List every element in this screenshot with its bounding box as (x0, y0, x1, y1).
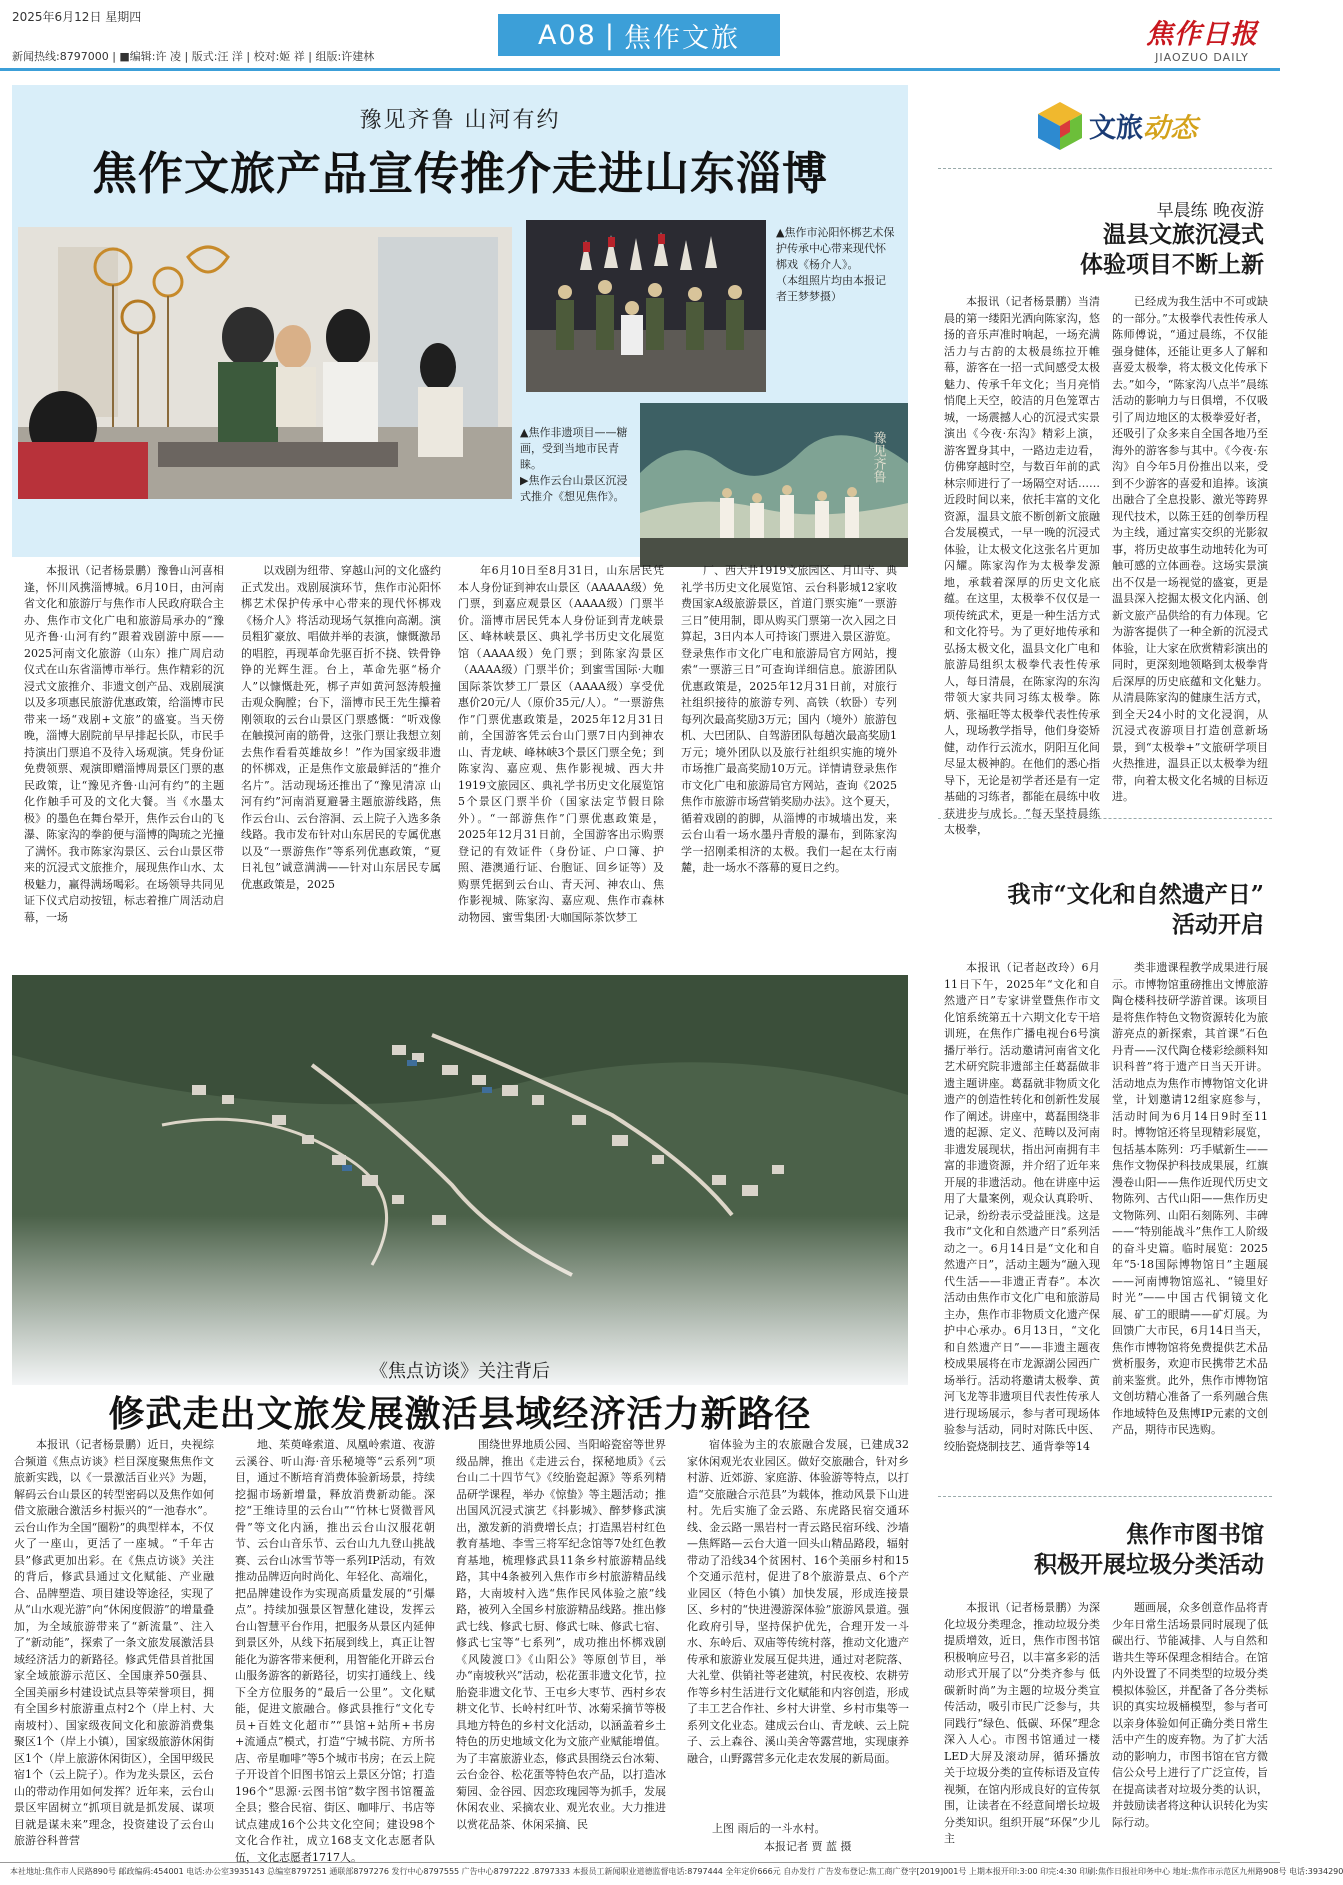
rail-top-rule (938, 168, 1272, 169)
stage-caption: ▶焦作云台山景区沉浸式推介《想见焦作》。 (520, 474, 628, 503)
stage-show-illustration (640, 403, 908, 567)
story2-kicker: 《焦点访谈》关注背后 (370, 1361, 550, 1382)
rail-story2-headline-line1: 我市“文化和自然遗产日” (1007, 881, 1264, 908)
sugar-painting-illustration (18, 227, 512, 499)
feature-headline: 焦作文旅产品宣传推介走进山东淄博 (91, 147, 828, 200)
feature-col-3-text: 年6月10日至8月31日，山东居民凭本人身份证到神农山景区（AAAAA级）免门票，到嘉应观景区（AAAA级）门票半价。淄博市居民凭本人身份证到青龙峡景区、峰林峡景区、典礼学书历史文化展览馆（AAAA级）免门票；到陈家沟景区（AAAA级）门票半价；到蜜雪国际·大咖国际茶饮梦工厂景区（AAAA级）享受优惠价20元/人（原价35元/人）。“一票游焦作”门票优惠政策是，2025年12月31日前，全国游客凭云台山门票7日内到神农山、青龙峡、峰林峡3个景区门票全免；到陈家沟、嘉应观、焦作影视城、西大井1919文旅园区、典礼学书历史文化展览馆5个景区门票半价（国家法定节假日除外）。“一部游焦作”门票优惠政策是，2025年12月31日前，全国游客出示购票登记的有效证件（身份证、户口簿、护照、港澳通行证、台胞证、回乡证等）及购票凭据到云台山、青天河、神农山、焦作影视城、陈家沟、嘉应观、焦作市森林动物园、蜜雪集团·大咖国际茶饮梦工 (458, 564, 664, 924)
edition-name: 焦作文旅 (623, 22, 740, 54)
rail-story3-headline-line1: 焦作市图书馆 (1126, 1521, 1264, 1548)
aerial-photo-caption: 上图 雨后的一斗水村。 (712, 1822, 826, 1835)
feature-kicker: 豫见齐鲁 山河有约 (359, 108, 561, 133)
feature-col-1 (24, 563, 224, 924)
rail-story2-headline-line2: 活动开启 (1172, 911, 1264, 938)
photo-credit: （本组照片均由本报记者王梦梦摄） (776, 274, 886, 303)
editorial-credits: 新闻热线:8797000 | ■编辑:许 凌 | 版式:汪 洋 | 校对:姬 祥 | 组版:许建林 (12, 50, 375, 63)
story2-col-1-text: 本报讯（记者杨景鹏）近日，央视综合频道《焦点访谈》栏目深度聚焦焦作文旅新实践，以《一景激活百业兴》为题，解码云台山景区的转型密码以及焦作如何借文旅融合激活乡村振兴的“一池春水”。云台山作为全国“圈粉”的典型样本，不仅火了一座山，更活了一座城。“千年古县”修武更加出彩。在《焦点访谈》关注的背后，修武县通过文化赋能、产业融合、品牌塑造、项目建设等途径，实现了从“山水观光游”向“休闲度假游”的增量叠加，为全域旅游带来了“新流量”、注入了“新动能”，探索了一条文旅发展激活县域经济活力的新路径。修武凭借县首批国家全域旅游示范区、全国康养50强县、全国美丽乡村建设试点县等荣誉项目，拥有全国乡村旅游重点村2个（岸上村、大南坡村）、国家级夜间文化和旅游消费集聚区1个（岸上小镇），国家级旅游休闲街区1个（岸上旅游休闲街区），全国甲级民宿1个（云上院子）。作为龙头景区，云台山的带动作用如何发挥？近年来，云台山景区牢固树立“抓项目就是抓发展、谋项目就是谋未来”理念，投资建设了云台山旅游谷科普营 (14, 1438, 214, 1847)
story2-headline: 修武走出文旅发展激活县域经济活力新路径 (108, 1393, 812, 1435)
opera-illustration (526, 220, 766, 392)
sugar-caption: ▲焦作非遗项目——糖画，受到当地市民青睐。 (520, 426, 628, 471)
sugar-painting-photo (18, 227, 512, 499)
masthead-rule (0, 68, 1280, 71)
feature-col-2-text: 以戏剧为纽带、穿越山河的文化盛约正式发出。戏剧展演环节，焦作市沁阳怀梆艺术保护传承中心带来的现代怀梆戏《杨介人》将活动现场气氛推向高潮。演员粗犷豪放、唱做并举的表演，慷慨激昂的唱腔，再现革命先驱百折不挠、铁骨铮铮的光辉生涯。台上，革命先驱“杨介人”以慷慨赴死，梆子声如黄河怒涛般撞击观众胸膛；台下，淄博市民王先生攥着刚领取的云台山景区门票感慨：“听戏像在触摸河南的筋骨，这张门票让我想立刻去焦作看看英雄故乡！”作为国家级非遗的怀梆戏，正是焦作文旅最鲜活的“推介名片”。活动现场还推出了“豫见清凉 山河有约”河南消夏避暑主题旅游线路，焦作云台山、云台溶洞、云上院子入选多条线路。我市发布针对山东居民的专属优惠以及“一票游焦作”等系列优惠政策，“夏日礼包”诚意满满——针对山东居民专属优惠政策是，2025 (241, 564, 441, 891)
feature-col-4 (681, 563, 897, 874)
sugar-caption-box (520, 425, 632, 505)
rail-divider-2 (938, 1496, 1272, 1497)
rail-section-header (1034, 96, 1272, 162)
feature-col-2 (241, 563, 441, 891)
rail-story1-col-1-text: 本报讯（记者杨景鹏）当清晨的第一缕阳光洒向陈家沟，悠扬的音乐声准时响起，一场充满活力与古韵的太极晨练拉开帷幕，游客在一招一式间感受太极魅力、传承千年文化；当月亮悄悄爬上天空，皎洁的月色笼罩古城，一场震撼人心的沉浸式实景演出《今夜·东沟》精彩上演，游客置身其中，一路边走边看，仿佛穿越时空，与数百年前的武林宗师进行了一场隔空对话……近段时间以来，依托丰富的文化资源，温县文旅不断创新文旅融合发展模式，一早一晚的沉浸式体验，让太极文化这张名片更加闪耀。陈家沟作为太极拳发源地，承载着深厚的历史文化底蕴。在这里，太极拳不仅仅是一项传统武术，更是一种生活方式和文化符号。为了更好地传承和弘扬太极文化，温县文化广电和旅游局组织太极拳代表性传承人，每日清晨，在陈家沟的东沟带领大家共同习练太极拳。陈炳、张福旺等太极拳代表性传承人，现场教学指导，他们身姿矫健，动作行云流水，阴阳互化间尽显太极神韵。在他们的悉心指导下，无论是初学者还是有一定基础的习练者，都能在晨练中收获进步与成长。“每天坚持晨练太极拳， (944, 295, 1100, 836)
issue-date: 2025年6月12日 星期四 (12, 10, 142, 24)
rail-story1-col-2-text: 已经成为我生活中不可或缺的一部分。”太极拳代表性传承人陈师傅说，“通过晨练，不仅能强身健体，还能让更多人了解和喜爱太极拳，将太极文化传承下去。”如今，“陈家沟八点半”晨练活动的影响力与日俱增，不仅吸引了周边地区的太极拳爱好者，还吸引了众多来自全国各地乃至海外的游客参与其中。《今夜·东沟》自今年5月份推出以来，受到不少游客的喜爱和追捧。该演出融合了全息投影、激光等跨界现代技术，以陈王廷的创拳历程为主线，通过富实交织的光影叙事，将历史故事生动地转化为可触可感的立体画卷。这场实景演出不仅是一场视觉的盛宴，更是温县深入挖掘太极文化内涵、创新文旅产品供给的有力体现。它为游客提供了一种全新的沉浸式体验，让大家在欣赏精彩演出的同时，更深刻地领略到太极拳背后深厚的历史底蕴和文化魅力。从清晨陈家沟的健康生活方式，到全天24小时的文化浸润，从沉浸式夜游项目打造创意新场景，到“太极拳+”文旅研学项目火热推进，温县正以太极拳为纽带，向着太极文化名城的目标迈进。 (1112, 295, 1268, 803)
rail-title-main: 文旅 (1089, 113, 1143, 144)
rail-story3-col-1 (944, 1600, 1100, 1850)
rail-story1-headline-line1: 温县文旅沉浸式 (1103, 221, 1264, 248)
rail-story1-headline-line2: 体验项目不断上新 (1080, 251, 1264, 278)
edition-divider: | (604, 19, 616, 51)
story2-col-3 (456, 1437, 666, 1837)
story2-col-4-text: 宿体验为主的农旅融合发展，已建成32家休闲观光农业园区。做好交旅融合，针对乡村游、近郊游、家庭游、体验游等特点，以打造“交旅融合示范县”为载体，推动风景下山进村。先后实施了金云路、东虎路民宿交通环线、金云路一黑岩村一青云路民宿环线、沙墙—焦辉路—云台大道一回头山精品路段，辐射带动了沿线34个贫困村、16个美丽乡村和15个交通示范村，促进了8个旅游景点、6个产业园区（特色小镇）加快发展，形成连接景区、乡村的“快进漫游深体验”旅游风景道。强化政府引导，坚持保护优先，合理开发一斗水、东岭后、双庙等传统村落，推动文化遗产传承和旅游业发展互促共进，通过对老院落、大礼堂、供销社等老建筑，村民夜校、农耕劳作等乡村生活进行文化赋能和内容创造，形成了丰工艺合作社、乡村大讲堂、乡村市集等一系列文化业态。建成云台山、青龙峡、云上院子、云上森谷、溪山美舍等露营地，实现康养融合，山野露营多元化走农发展的新局面。 (687, 1438, 909, 1765)
aerial-photo-credit: 本报记者 贾 蓝 摄 (764, 1840, 852, 1853)
rail-story1-col-1 (944, 294, 1100, 836)
aerial-village-illustration (12, 975, 908, 1385)
rail-story1-kicker: 早晨练 晚夜游 (1156, 201, 1264, 221)
rail-section-title (1089, 106, 1197, 145)
rail-story3-col-1-text: 本报讯（记者杨景鹏）为深化垃圾分类理念，推动垃圾分类提质增效，近日，焦作市图书馆积极响应号召，以丰富多彩的活动形式开展了以“分类齐参与 低碳新时尚”为主题的垃圾分类宣传活动，吸引市民广泛参与，共同践行“绿色、低碳、环保”理念深入人心。市图书馆通过一楼LED大屏及滚动屏，循环播放关于垃圾分类的宣传标语及宣传视频，在馆内形成良好的宣传氛围，让读者在不经意间增长垃圾分类知识。组织开展“环保”少儿主 (944, 1601, 1100, 1845)
edition-number: A08 (538, 19, 597, 51)
page-footer: 本社地址:焦作市人民路890号 邮政编码:454001 电话:办公室3935143 总编室8797251 通联部8797276 发行中心8797555 广告中心8797222 .8797333 本报员工新闻职业道德监督电话:8797444 全年定价666元 自办发行 广告发布登记:焦工商广登字[2019]001号 上期本报开印:3:00 印完:4:30 印刷:焦作日报社印务中心 地址:焦作市示范区九州路908号 电话:3934290 (0, 1862, 1280, 1882)
story2-col-4 (687, 1437, 909, 1817)
logo-title: 焦作日报 (1146, 19, 1258, 50)
stage-show-photo (640, 403, 908, 567)
rail-story2-col-1 (944, 960, 1100, 1480)
newspaper-logo (1132, 12, 1272, 68)
feature-col-1-text: 本报讯（记者杨景鹏）豫鲁山河喜相逢，怀川风携淄博城。6月10日，由河南省文化和旅游厅与焦作市人民政府联合主办、焦作市文化广电和旅游局承办的“豫见齐鲁·山河有约”跟着戏剧游中原——2025河南文化旅游（山东）推广周启动仪式在山东省淄博市举行。焦作精彩的沉浸式文旅推介、非遗文创产品、戏剧展演以及多项惠民旅游优惠政策，给淄博市民带来一场“戏剧+文旅”的盛宴。当天傍晚，淄博大剧院前早早排起长队，市民手持演出门票追不及待入场观演。凭身份证免费领票、观演即赠淄博周景区门票的惠民政策，让“豫见齐鲁·山河有约”的主题化作触手可及的文化大餐。当《水墨太极》的墨色在舞台晕开，焦作云台山的飞瀑、陈家沟的拳韵便与淄博的陶琉之光撞了满怀。我市陈家沟景区、云台山景区带来的沉浸式文旅推介，展现焦作山水、太极魅力，赢得满场喝彩。在场领导共同见证下仪式启动按钮，标志着推广周活动启幕，一场 (24, 564, 224, 924)
rail-story2-col-2 (1112, 960, 1268, 1480)
story2-col-3-text: 围绕世界地质公园、当阳峪瓷窑等世界级品牌，推出《走进云台，探秘地质》《云台山二十四节气》《绞胎瓷起源》等系列精品研学课程，举办《惊蛰》等主题活动；推出国风沉浸式演艺《抖影城》、醉梦修武演出，激发新的消费增长点；打造黑岩村红色教育基地、李雪三将军纪念馆等7处红色教育基地，梳理修武县11条乡村旅游精品线路，其中4条被列入焦作市乡村旅游精品线路，大南坡村入选“焦作民风体验之旅”线路，被列入全国乡村旅游精品线路。推出修武七线、修武七厨、修武七味、修武七宿、修武七宝等“七系列”，成功推出怀梆戏剧《风陵渡口》《山阳公》等原创节目，举办“南坡秋兴”活动，松花蛋非遗文化节，拉胎瓷非遗文化节、王屯乡大枣节、西村乡农耕文化节、长岭村红叶节、冰菊采摘节等极具地方特色的乡村文化活动，以涵盖着乡土特色的历史地域文化为文旅产业赋能增值。为了丰富旅游业态，修武县围绕云台冰菊、云台金谷、松花蛋等特色农产品，以打造冰菊园、金谷园、因恋玫瑰园等为抓手，发展休闲农业、采摘农业、观光农业。大力推进以赏花品茶、休闲采摘、民 (456, 1438, 666, 1831)
feature-col-3 (458, 563, 664, 924)
logo-subtitle: JIAOZUO DAILY (1155, 51, 1249, 64)
rail-title-accent: 动态 (1143, 113, 1197, 144)
aerial-village-photo (12, 975, 908, 1385)
cube-logo-icon (1034, 100, 1086, 152)
opera-photo (526, 220, 766, 392)
rail-story1-col-2 (1112, 294, 1268, 803)
rail-story3-headline-line2: 积极开展垃圾分类活动 (1034, 1551, 1264, 1578)
rail-story3-col-2 (1112, 1600, 1268, 1850)
story2-col-1 (14, 1437, 214, 1847)
story2-col-2-text: 地、茱萸峰索道、凤凰岭索道、夜游云溪谷、听山海·音乐秘境等“云系列”项目，通过不断培育消费体验新场景，持续挖掘市场新增量，释放消费新动能。深挖“王维诗里的云台山”“竹林七贤微晋风骨”等文化内涵，推出云台山汉服花朝节、云台山音乐节、云台山九九登山挑战赛、云台山冰雪节等一系列IP活动，有效推动品牌迈向时尚化、年轻化、高端化，把品牌建设作为实现高质量发展的“引爆点”。持续加强景区智慧化建设，发挥云台山智慧平台作用，把服务从景区内延伸到景区外，从线下拓展到线上，真正让智能化为游客带来便利，用智能化开辟云台山服务游客的新路径，切实打通线上、线下全方位服务的“最后一公里”。文化赋能，促进文旅融合。修武县推行“文化专员+百姓文化超市”“县馆+站所+书房+流通点”模式，打造“宁城书院、方所书店、帝星咖啡”等5个城市书房；在云上院子开设首个旧图书馆云上景区分馆；打造196个“思源·云图书馆”数字图书馆覆盖全县；整合民宿、街区、咖啡厅、书店等试点建成16个公共文化空间；建设98个文化合作社，成立168支文化志愿者队伍，文化志愿者1717人。 (235, 1438, 435, 1864)
stage-banner-text: 豫见齐鲁 (870, 431, 886, 483)
opera-caption (776, 225, 896, 305)
rail-story2-col-2-text: 类非遗课程教学成果进行展示。市博物馆重磅推出文博旅游陶仓楼科技研学游首课。该项目是将焦作特色文物资源转化为旅游亮点的新探索，其首课“石色丹青——汉代陶仓楼彩绘颜料知识科普”将于遗产日当天开讲。活动地点为焦作市博物馆文化讲堂，计划邀请12组家庭参与，活动时间为6月14日9时至11时。博物馆还将呈现精彩展览，包括基本陈列：巧手赋新生——焦作文物保护科技成果展，红旗漫卷山阳——焦作近现代历史文物陈列、古代山阳——焦作历史文物陈列、山阳石刻陈列、丰碑——“特别能战斗”焦作工人阶级的奋斗史篇。临时展览：2025年“5·18国际博物馆日”主题展——河南博物馆巡礼、“镜里好时光”——中国古代铜镜文化展、矿工的眼睛——矿灯展。为回馈广大市民，6月14日当天，焦作市博物馆将免费提供艺术品赏析服务，欢迎市民携带艺术品前来鉴赏。此外，焦作市博物馆文创坊精心准备了一系列融合焦作地域特色及焦博IP元素的文创产品，期待市民选购。 (1112, 961, 1268, 1436)
story2-col-2 (235, 1437, 435, 1864)
masthead (0, 0, 1280, 72)
rail-story2-col-1-text: 本报讯（记者赵改玲）6月11日下午，2025年“文化和自然遗产日”专家讲堂暨焦作市文化馆系统第五十六期文化专干培训班，在焦作广播电视台6号演播厅举行。活动邀请河南省文化艺术研究院非遗部主任葛磊做非遗主题讲座。葛磊就非物质文化遗产的创造性转化和创新性发展作了阐述。讲座中，葛磊围绕非遗的起源、定义、范畴以及河南非遗发展现状，指出河南拥有丰富的非遗资源，并介绍了近年来开展的非遗活动。他在讲座中运用了大量案例，观众认真聆听、记录，纷纷表示受益匪浅。这是我市“文化和自然遗产日”系列活动之一。6月14日是“文化和自然遗产日”，活动主题为“融入现代生活——非遗正青春”。本次活动由焦作市文化广电和旅游局主办，焦作市非物质文化遗产保护中心承办。6月13日，“文化和自然遗产日”——非遗主题夜校成果展将在市龙源湖公园西广场举行。活动将邀请太极拳、黄河飞龙等非遗项目代表性传承人进行现场展示，参与者可现场体验参与活动，同时对陈氏中医、绞胎瓷烧制技艺、通背拳等14 (944, 961, 1100, 1453)
feature-col-4-text: 厂、西大井1919文旅园区、月山寺、典礼学书历史文化展览馆、云台科影城12家收费国家A级旅游景区，首道门票实施“一票游三日”使用制，即从购买门票第一次入园之日算起，3日内本人可持该门票进入景区游览。登录焦作市文化广电和旅游局官方网站，搜索“一票游三日”可查询详细信息。旅游团队优惠政策是，2025年12月31日前，对旅行社组织接待的旅游专列、高铁（软卧）专列每列次最高奖励3万元；国内（境外）旅游包机、大巴团队、自驾游团队每趟次最高奖励1万元；境外团队以及旅行社组织实施的境外市场推广最高奖励10万元。详情请登录焦作市文化广电和旅游局官方网站，查询《2025焦作市旅游市场营销奖励办法》。这个夏天，循着戏剧的韵脚，从淄博的市城墙出发，来云台山看一场水墨丹青般的瀑布，到陈家沟学一招刚柔相济的太极。我们一起在太行南麓，赴一场水不落幕的夏日之约。 (681, 564, 897, 874)
rail-story3-col-2-text: 题画展，众多创意作品将青少年日常生活场景同时展现了低碳出行、节能减排、人与自然和谐共生等环保理念相结合。在馆内外设置了不同类型的垃圾分类模拟体验区，并配备了各分类标识的真实垃圾桶模型，参与者可以亲身体验如何正确分类日常生活中产生的废弃物。为了扩大活动的影响力，市图书馆在官方微信公众号上进行了广泛宣传，旨在提高读者对垃圾分类的认识，并鼓励读者将这种认识转化为实际行动。 (1112, 1601, 1268, 1829)
opera-caption-text: ▲焦作市沁阳怀梆艺术保护传承中心带来现代怀梆戏《杨介人》。 (776, 226, 895, 271)
rail-divider-1 (938, 818, 1272, 819)
edition-banner (498, 14, 780, 56)
feature-panel (12, 85, 908, 557)
